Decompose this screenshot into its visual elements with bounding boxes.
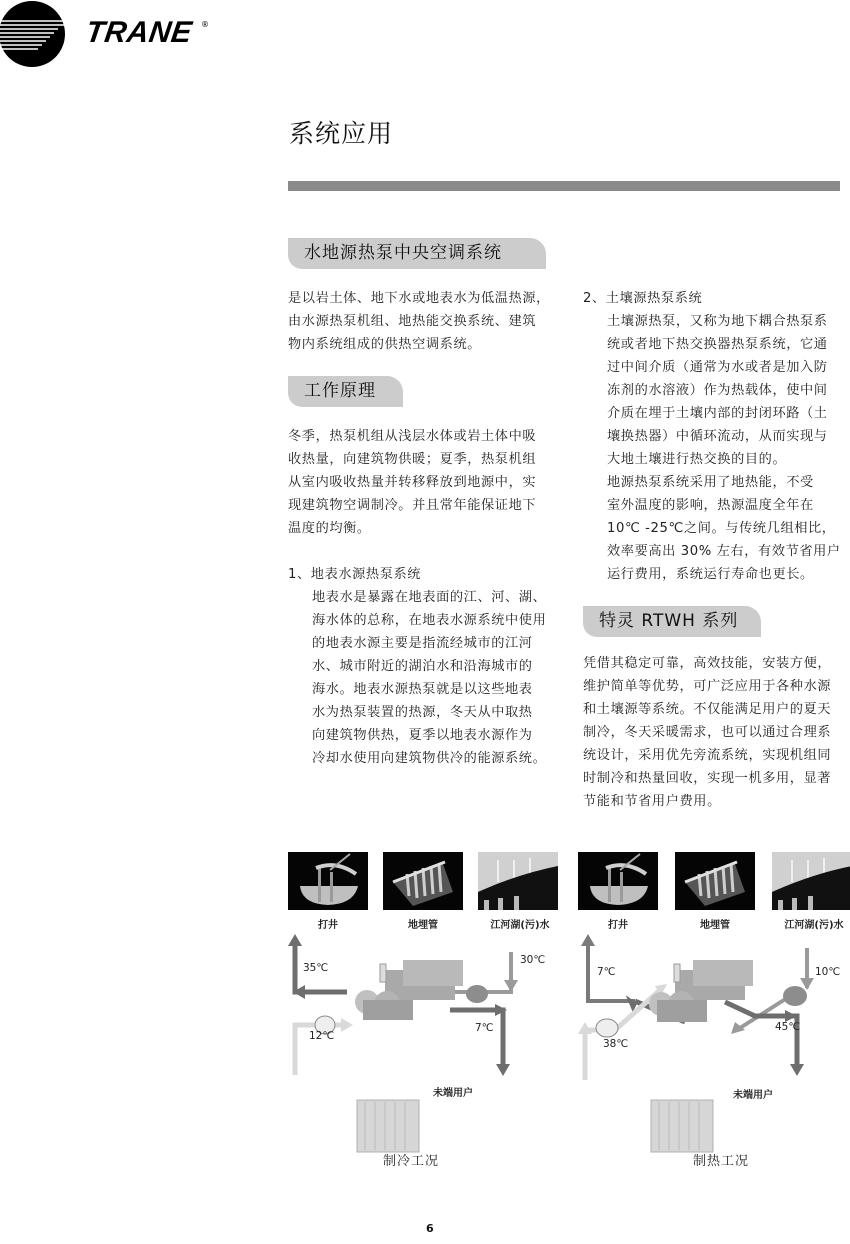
text-line: 统或者地下热交换器热泵系统，它通	[607, 337, 828, 352]
temp-source-out: 7℃	[597, 966, 616, 978]
text-line: 海水体的总称，在地表水源系统中使用	[312, 613, 547, 628]
text-line: 从室内吸收热量并转移释放到地源中，实	[288, 475, 537, 490]
temp-load-supply: 7℃	[475, 1022, 494, 1034]
heating-mode-diagram	[575, 850, 845, 1180]
text-line: 室外温度的影响，热源温度全年在	[607, 498, 814, 513]
text-line: 时制冷和热量回收，实现一机多用，显著	[583, 771, 832, 786]
section-heading-water-source: 水地源热泵中央空调系统	[288, 238, 546, 269]
temp-source-in: 30℃	[520, 954, 546, 966]
trane-logo	[0, 0, 240, 70]
cooling-mode-diagram	[285, 850, 555, 1180]
terminal-unit-icon	[357, 1100, 419, 1152]
temp-source-out: 35℃	[303, 962, 329, 974]
section-heading-principle: 工作原理	[288, 376, 403, 407]
diagram-caption: 制冷工况	[383, 1154, 440, 1169]
text-line: 现建筑物空调制冷。并且常年能保证地下	[288, 498, 537, 513]
text-line: 节能和节省用户费用。	[583, 794, 721, 809]
surface-water-item	[288, 563, 570, 770]
source-label-ground-loop: 地埋管	[408, 920, 438, 931]
pump-icon	[466, 985, 488, 1003]
intro-paragraph	[288, 287, 568, 356]
text-line: 温度的均衡。	[288, 521, 371, 536]
text-line: 维护简单等优势，可广泛应用于各种水源	[583, 679, 832, 694]
text-line: 由水源热泵机组、地热能交换系统、建筑	[288, 314, 537, 329]
text-line: 冷却水使用向建筑物供冷的能源系统。	[312, 751, 547, 766]
well-image	[578, 852, 658, 910]
chiller-unit-icon	[355, 960, 463, 1020]
source-label-well: 打井	[608, 920, 628, 931]
temp-load-supply: 45℃	[775, 1021, 801, 1033]
text-line: 过中间介质（通常为水或者是加入防	[607, 360, 828, 375]
temp-load-return: 38℃	[603, 1038, 629, 1050]
rtwh-paragraph	[583, 652, 848, 813]
text-line: 的地表水源主要是指流经城市的江河	[312, 636, 533, 651]
text-line: 冬季，热泵机组从浅层水体或岩土体中吸	[288, 429, 537, 444]
text-line: 水、城市附近的湖泊水和沿海城市的	[312, 659, 533, 674]
principle-paragraph	[288, 425, 568, 540]
diagram-caption: 制热工况	[693, 1154, 750, 1169]
text-line: 水为热泵装置的热源，冬天从中取热	[312, 705, 533, 720]
page-number: 6	[426, 1222, 434, 1235]
source-label-river-water: 江河湖(污)水	[490, 920, 550, 931]
text-line: 凭借其稳定可靠，高效技能，安装方便，	[583, 656, 832, 671]
well-image	[288, 852, 368, 910]
text-line: 效率要高出 30% 左右，有效节省用户	[607, 544, 841, 559]
temp-load-return: 12℃	[309, 1030, 335, 1042]
text-line: 土壤源热泵，又称为地下耦合热泵系	[607, 314, 828, 329]
item-title: 2、土壤源热泵系统	[583, 291, 703, 306]
text-line: 制冷，冬天采暖需求，也可以通过合理系	[583, 725, 832, 740]
ground-loop-image	[675, 852, 755, 910]
terminal-user-label: 未端用户	[433, 1088, 473, 1099]
brand-wordmark: TRANE	[83, 16, 195, 49]
text-line: 冻剂的水溶液）作为热载体，使中间	[607, 383, 828, 398]
chiller-unit-icon	[649, 960, 753, 1022]
section-heading-rtwh: 特灵 RTWH 系列	[583, 606, 761, 637]
text-line: 运行费用，系统运行寿命也更长。	[607, 567, 814, 582]
page-title: 系统应用	[289, 119, 394, 148]
pump-icon	[783, 986, 807, 1006]
temp-source-in: 10℃	[815, 966, 841, 978]
text-line: 物内系统组成的供热空调系统。	[288, 337, 482, 352]
text-line: 大地土壤进行热交换的目的。	[607, 452, 787, 467]
source-label-river-water: 江河湖(污)水	[784, 920, 844, 931]
trane-globe-icon	[0, 0, 68, 70]
text-line: 海水。地表水源热泵就是以这些地表	[312, 682, 533, 697]
soil-source-item	[583, 287, 845, 586]
river-water-image	[478, 852, 558, 910]
registered-mark: ®	[201, 20, 209, 29]
text-line: 壤换热器）中循环流动，从而实现与	[607, 429, 828, 444]
terminal-user-label: 未端用户	[733, 1090, 773, 1101]
item-title: 1、地表水源热泵系统	[288, 567, 422, 582]
text-line: 向建筑物供热，夏季以地表水源作为	[312, 728, 533, 743]
text-line: 是以岩土体、地下水或地表水为低温热源，	[288, 291, 550, 306]
text-line: 10℃ -25℃之间。与传统几组相比，	[607, 521, 836, 536]
ground-loop-image	[383, 852, 463, 910]
text-line: 收热量，向建筑物供暖；夏季，热泵机组	[288, 452, 537, 467]
text-line: 统设计，采用优先旁流系统，实现机组同	[583, 748, 832, 763]
source-label-ground-loop: 地埋管	[700, 920, 730, 931]
text-line: 地源热泵系统采用了地热能，不受	[607, 475, 814, 490]
text-line: 和土壤源等系统。不仅能满足用户的夏天	[583, 702, 832, 717]
terminal-unit-icon	[651, 1100, 713, 1152]
text-line: 地表水是暴露在地表面的江、河、湖、	[312, 590, 547, 605]
text-line: 介质在埋于土壤内部的封闭环路（土	[607, 406, 828, 421]
source-label-well: 打井	[318, 920, 338, 931]
title-divider-bar	[288, 181, 840, 191]
pump-icon	[596, 1019, 618, 1037]
river-water-image	[772, 852, 850, 910]
